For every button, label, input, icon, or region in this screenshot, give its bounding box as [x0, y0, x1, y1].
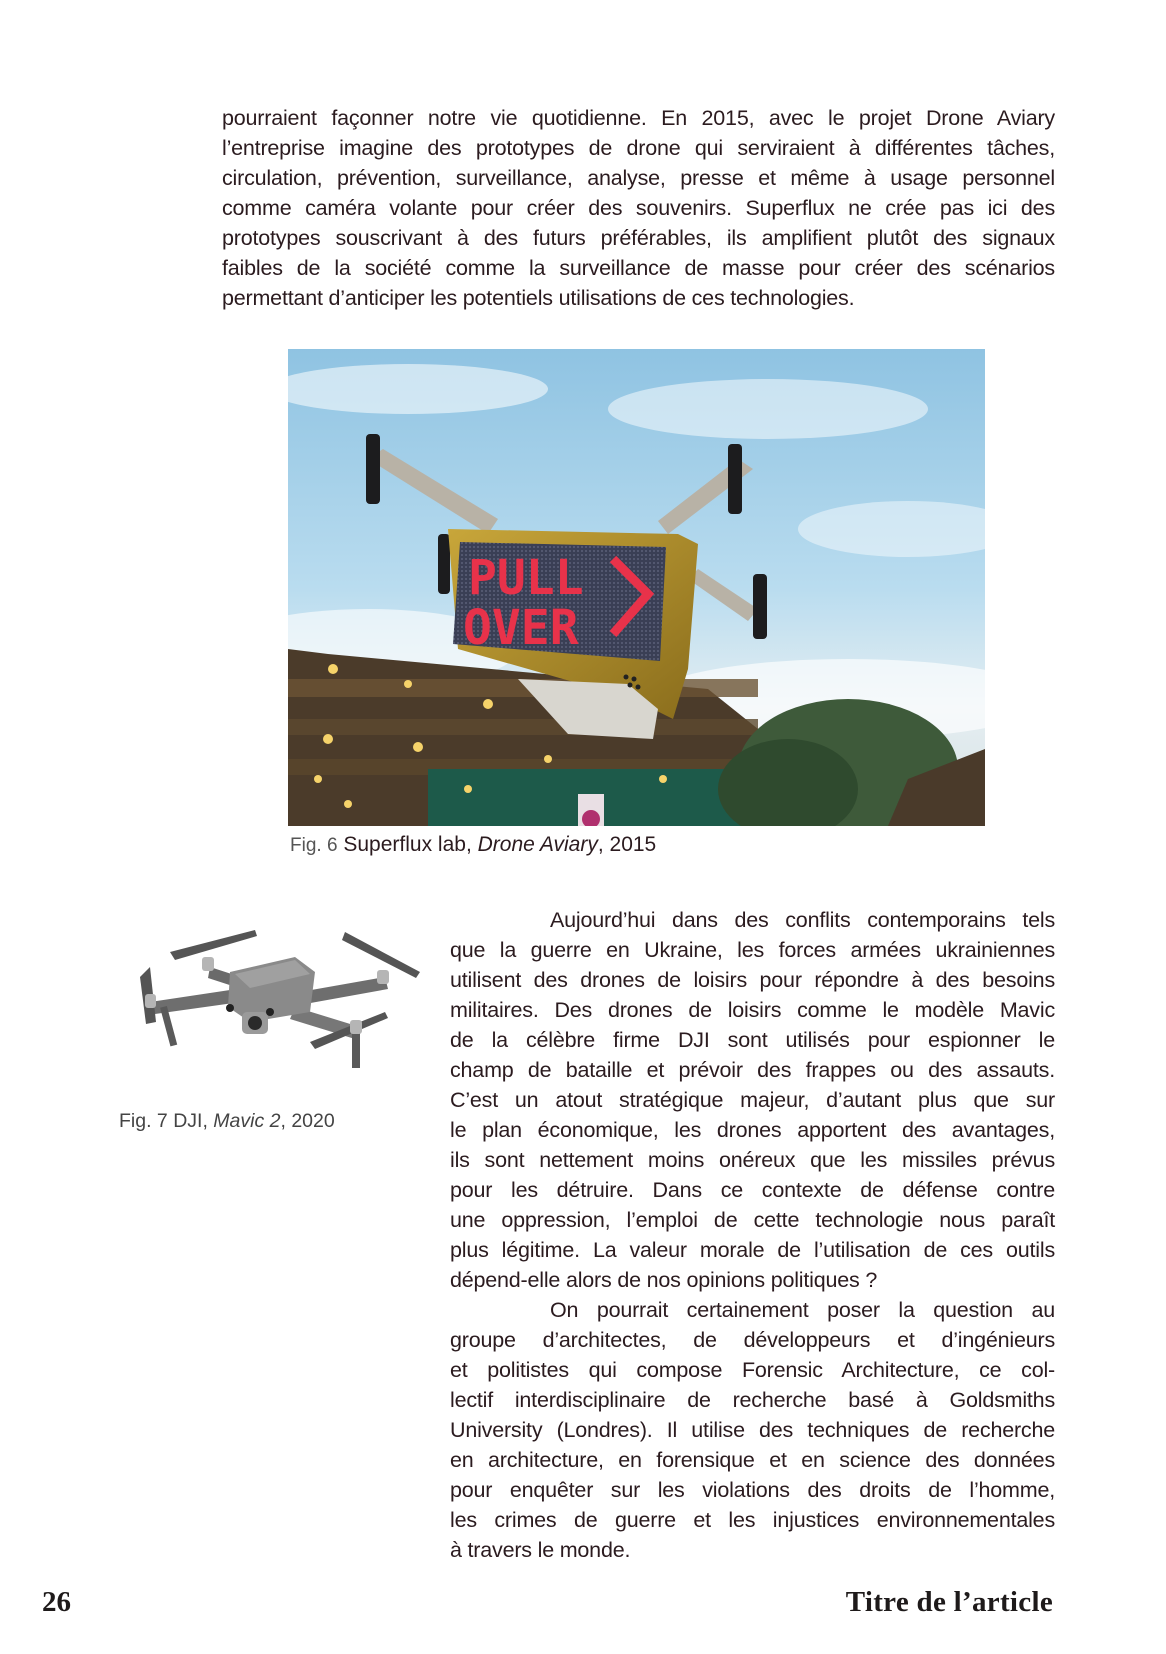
text-line: University (Londres). Il utilise des techniques de recherche — [450, 1418, 1055, 1442]
text-line: lectif interdisciplinaire de recherche basé à Goldsmiths — [450, 1388, 1055, 1412]
drone-aviary-image — [288, 349, 985, 826]
figure-7-caption — [119, 1108, 335, 1134]
text-line: pour les détruire. Dans ce contexte de défense contre — [450, 1178, 1055, 1202]
led-sign-text-line2: OVER — [463, 600, 579, 656]
text-line: groupe d’architectes, de développeurs et d’ingénieurs — [450, 1328, 1055, 1352]
text-line: prototypes souscrivant à des futurs préférables, ils amplifient plutôt des signaux — [222, 226, 1055, 250]
text-line: le plan économique, les drones apportent des avantages, — [450, 1118, 1055, 1142]
figure-author: DJI, — [173, 1110, 214, 1132]
text-line: de la célèbre firme DJI sont utilisés pour espionner le — [450, 1028, 1055, 1052]
figure-year: , 2015 — [597, 833, 657, 856]
text-line: une oppression, l’emploi de cette technologie nous paraît — [450, 1208, 1055, 1232]
figure-6-drone-aviary-photo — [288, 349, 985, 826]
figure-title: Drone Aviary — [477, 833, 598, 856]
dji-mavic-image — [120, 912, 420, 1072]
text-line: faibles de la société comme la surveillance de masse pour créer des scénarios — [222, 256, 1055, 280]
figure-7-dji-mavic-photo — [120, 912, 420, 1072]
text-line: champ de bataille et prévoir des frappes ou des assauts. — [450, 1058, 1055, 1082]
text-line: les crimes de guerre et les injustices environnementales — [450, 1508, 1055, 1532]
text-line: militaires. Des drones de loisirs comme le modèle Mavic — [450, 998, 1055, 1022]
text-line: circulation, prévention, surveillance, analyse, presse et même à usage personnel — [222, 166, 1055, 190]
figure-number: Fig. 7 — [119, 1110, 168, 1132]
text-line: et politistes qui compose Forensic Architecture, ce col- — [450, 1358, 1055, 1382]
text-line: comme caméra volante pour créer des souvenirs. Superflux ne crée pas ici des — [222, 196, 1055, 220]
text-line: permettant d’anticiper les potentiels utilisations de ces technologies. — [222, 286, 855, 310]
led-sign-text-line1: PULL — [468, 550, 584, 606]
figure-year: , 2020 — [280, 1110, 335, 1132]
text-line: On pourrait certainement poser la question au — [550, 1298, 1055, 1322]
right-column-text — [450, 905, 1055, 1565]
text-line: utilisent des drones de loisirs pour répondre à des besoins — [450, 968, 1055, 992]
figure-number: Fig. 6 — [290, 835, 338, 856]
running-title: Titre de l’article — [845, 1586, 1053, 1618]
text-line: plus légitime. La valeur morale de l’utilisation de ces outils — [450, 1238, 1055, 1262]
text-line: à travers le monde. — [450, 1538, 631, 1562]
figure-6-caption — [290, 832, 656, 859]
text-line: que la guerre en Ukraine, les forces armées ukrainiennes — [450, 938, 1055, 962]
text-line: dépend-elle alors de nos opinions politiques ? — [450, 1268, 878, 1292]
page-number: 26 — [42, 1586, 71, 1618]
top-paragraph — [222, 103, 1055, 313]
text-line: ils sont nettement moins onéreux que les missiles prévus — [450, 1148, 1055, 1172]
text-line: C’est un atout stratégique majeur, d’autant plus que sur — [450, 1088, 1055, 1112]
figure-title: Mavic 2 — [213, 1110, 281, 1132]
text-line: en architecture, en forensique et en science des données — [450, 1448, 1055, 1472]
text-line: pourraient façonner notre vie quotidienne. En 2015, avec le projet Drone Aviary — [222, 106, 1055, 130]
text-line: l’entreprise imagine des prototypes de drone qui serviraient à différentes tâches, — [222, 136, 1055, 160]
text-line: pour enquêter sur les violations des droits de l’homme, — [450, 1478, 1055, 1502]
text-line: Aujourd’hui dans des conflits contemporains tels — [550, 908, 1055, 932]
figure-author: Superflux lab, — [343, 833, 478, 856]
